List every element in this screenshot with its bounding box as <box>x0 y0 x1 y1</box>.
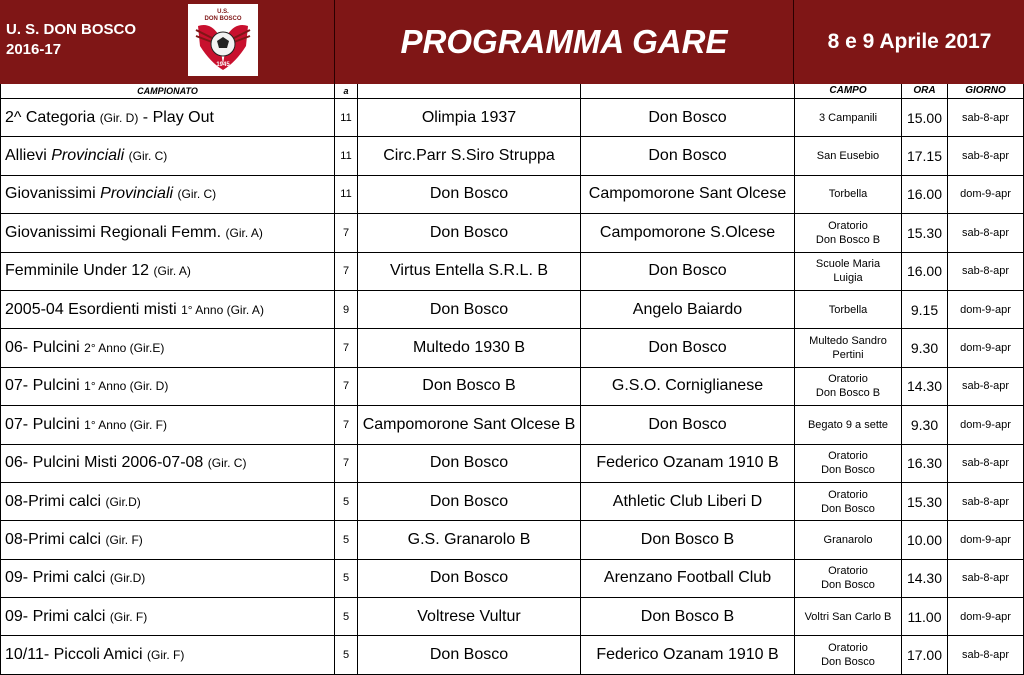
match-day: dom-9-apr <box>948 290 1024 328</box>
table-row <box>1 290 1024 328</box>
campo-line1: Oratorio <box>828 565 868 578</box>
campionato-cell <box>1 329 335 367</box>
table-row <box>1 521 1024 559</box>
campo-cell <box>795 598 902 636</box>
campionato-cell <box>1 482 335 520</box>
away-team: G.S.O. Corniglianese <box>581 367 795 405</box>
match-time: 15.00 <box>902 99 948 137</box>
match-day: sab-8-apr <box>948 99 1024 137</box>
home-team: Don Bosco B <box>358 367 581 405</box>
campo-cell <box>795 99 902 137</box>
players-count: 5 <box>335 598 358 636</box>
campo-cell <box>795 406 902 444</box>
club-logo-icon <box>188 4 258 76</box>
match-day: sab-8-apr <box>948 482 1024 520</box>
campo-line2: Don Bosco B <box>815 233 881 246</box>
campionato-girone: (Gir.D) <box>109 571 146 586</box>
home-team: Don Bosco <box>358 175 581 213</box>
campionato-name: Femminile Under 12 <box>5 262 150 280</box>
campo-cell <box>795 444 902 482</box>
match-day: sab-8-apr <box>948 137 1024 175</box>
campionato-girone: 2° Anno (Gir.E) <box>84 341 165 356</box>
players-count: 7 <box>335 214 358 252</box>
match-time: 16.00 <box>902 252 948 290</box>
campo-line2: Pertini <box>832 349 864 362</box>
players-count: 11 <box>335 137 358 175</box>
campionato-name: Allievi <box>5 147 52 165</box>
header-a: a <box>335 84 358 99</box>
campo-cell <box>795 482 902 520</box>
players-count: 11 <box>335 99 358 137</box>
campo-line2: Luigia <box>833 272 863 285</box>
away-team: Arenzano Football Club <box>581 559 795 597</box>
table-header-row <box>1 84 1024 99</box>
players-count: 5 <box>335 521 358 559</box>
match-time: 16.30 <box>902 444 948 482</box>
campo-line1: San Eusebio <box>816 150 880 163</box>
campionato-girone: 1° Anno (Gir. D) <box>84 379 169 394</box>
header-giorno: GIORNO <box>948 84 1024 99</box>
logo-text-name: DON BOSCO <box>204 16 242 22</box>
players-count: 7 <box>335 252 358 290</box>
club-logo <box>188 4 258 76</box>
header-campo: CAMPO <box>795 84 902 99</box>
campo-line2: Don Bosco <box>821 502 875 515</box>
players-count: 5 <box>335 482 358 520</box>
away-team: Don Bosco <box>581 252 795 290</box>
match-day: dom-9-apr <box>948 521 1024 559</box>
table-row <box>1 559 1024 597</box>
campionato-girone: (Gir. A) <box>225 225 263 240</box>
match-day: dom-9-apr <box>948 598 1024 636</box>
campionato-name: 07- Pulcini <box>5 415 80 433</box>
players-count: 7 <box>335 406 358 444</box>
campionato-girone: (Gir. C) <box>177 187 217 202</box>
away-team: Athletic Club Liberi D <box>581 482 795 520</box>
table-row <box>1 329 1024 367</box>
away-team: Don Bosco <box>581 329 795 367</box>
campionato-suffix: - Play Out <box>138 108 214 126</box>
table-row <box>1 636 1024 674</box>
campo-line2: Don Bosco B <box>815 387 881 400</box>
campo-line2: Don Bosco <box>821 464 875 477</box>
home-team: Circ.Parr S.Siro Struppa <box>358 137 581 175</box>
away-team: Don Bosco B <box>581 521 795 559</box>
campo-line1: Torbella <box>828 188 868 201</box>
campo-line1: Begato 9 a sette <box>807 418 889 431</box>
away-team: Don Bosco <box>581 406 795 444</box>
match-time: 15.30 <box>902 482 948 520</box>
club-season: 2016-17 <box>6 41 62 58</box>
match-time: 17.00 <box>902 636 948 674</box>
match-time: 17.15 <box>902 137 948 175</box>
campo-line1: Oratorio <box>828 373 868 386</box>
campionato-name: 06- Pulcini Misti 2006-07-08 <box>5 454 204 472</box>
away-team: Federico Ozanam 1910 B <box>581 444 795 482</box>
campionato-cell <box>1 214 335 252</box>
campionato-name: Giovanissimi <box>5 185 101 203</box>
match-day: sab-8-apr <box>948 214 1024 252</box>
campo-line1: Oratorio <box>828 488 868 501</box>
campionato-girone: 1° Anno (Gir. A) <box>181 302 264 317</box>
campo-cell <box>795 290 902 328</box>
players-count: 7 <box>335 367 358 405</box>
match-time: 9.30 <box>902 329 948 367</box>
campionato-cell <box>1 99 335 137</box>
campionato-cell <box>1 367 335 405</box>
page-title: PROGRAMMA GARE <box>334 0 794 84</box>
away-team: Don Bosco <box>581 99 795 137</box>
campionato-girone: (Gir. A) <box>153 264 191 279</box>
away-team: Federico Ozanam 1910 B <box>581 636 795 674</box>
home-team: Multedo 1930 B <box>358 329 581 367</box>
campo-cell <box>795 252 902 290</box>
campionato-girone: 1° Anno (Gir. F) <box>84 417 167 432</box>
away-team: Angelo Baiardo <box>581 290 795 328</box>
campionato-name: 09- Primi calci <box>5 569 106 587</box>
campionato-cell <box>1 636 335 674</box>
match-day: sab-8-apr <box>948 444 1024 482</box>
campionato-name: 06- Pulcini <box>5 339 80 357</box>
campionato-girone: (Gir. C) <box>128 149 168 164</box>
campionato-cell <box>1 521 335 559</box>
campo-cell <box>795 214 902 252</box>
campo-cell <box>795 521 902 559</box>
campionato-name: 09- Primi calci <box>5 607 106 625</box>
campo-line1: Oratorio <box>828 450 868 463</box>
schedule-table <box>0 84 1024 675</box>
home-team: Don Bosco <box>358 482 581 520</box>
campionato-cell <box>1 406 335 444</box>
campo-line1: Granarolo <box>823 533 873 546</box>
campionato-name: 2005-04 Esordienti misti <box>5 300 177 318</box>
campionato-name: 2^ Categoria <box>5 108 96 126</box>
home-team: Olimpia 1937 <box>358 99 581 137</box>
match-time: 11.00 <box>902 598 948 636</box>
table-row <box>1 99 1024 137</box>
campionato-cell <box>1 559 335 597</box>
campionato-cell <box>1 598 335 636</box>
away-team: Don Bosco B <box>581 598 795 636</box>
header-ora: ORA <box>902 84 948 99</box>
campionato-name: 08-Primi calci <box>5 492 102 510</box>
match-time: 14.30 <box>902 367 948 405</box>
match-time: 9.30 <box>902 406 948 444</box>
campo-cell <box>795 175 902 213</box>
event-date: 8 e 9 Aprile 2017 <box>827 30 992 53</box>
campo-cell <box>795 367 902 405</box>
home-team: G.S. Granarolo B <box>358 521 581 559</box>
table-row <box>1 252 1024 290</box>
campo-line1: Torbella <box>828 303 868 316</box>
campionato-girone: (Gir. F) <box>146 648 185 663</box>
away-team: Campomorone S.Olcese <box>581 214 795 252</box>
match-day: sab-8-apr <box>948 636 1024 674</box>
campionato-girone: (Gir. D) <box>99 110 139 125</box>
match-time: 16.00 <box>902 175 948 213</box>
campionato-name: 08-Primi calci <box>5 530 102 548</box>
campionato-cell <box>1 175 335 213</box>
campo-line1: Oratorio <box>828 219 868 232</box>
match-day: dom-9-apr <box>948 329 1024 367</box>
campo-line1: Multedo Sandro <box>809 335 887 348</box>
table-row <box>1 137 1024 175</box>
table-row <box>1 367 1024 405</box>
home-team: Don Bosco <box>358 214 581 252</box>
campo-cell <box>795 137 902 175</box>
home-team: Don Bosco <box>358 636 581 674</box>
campionato-girone: (Gir.D) <box>105 494 141 509</box>
home-team: Voltrese Vultur <box>358 598 581 636</box>
campionato-cell <box>1 137 335 175</box>
campionato-cell <box>1 290 335 328</box>
home-team: Don Bosco <box>358 559 581 597</box>
campionato-cell <box>1 444 335 482</box>
campionato-cell <box>1 252 335 290</box>
campo-line1: Oratorio <box>828 642 868 655</box>
campo-line1: Voltri San Carlo B <box>804 610 892 623</box>
campionato-girone: (Gir. F) <box>105 532 143 547</box>
campo-line2: Don Bosco <box>821 656 875 669</box>
campionato-name: Giovanissimi Regionali Femm. <box>5 223 222 241</box>
header-away <box>581 84 795 99</box>
campo-cell <box>795 559 902 597</box>
away-team: Campomorone Sant Olcese <box>581 175 795 213</box>
match-time: 15.30 <box>902 214 948 252</box>
header-home <box>358 84 581 99</box>
match-time: 14.30 <box>902 559 948 597</box>
campo-cell <box>795 329 902 367</box>
campionato-name: 07- Pulcini <box>5 377 80 395</box>
table-row <box>1 482 1024 520</box>
table-row <box>1 598 1024 636</box>
home-team: Don Bosco <box>358 444 581 482</box>
players-count: 7 <box>335 329 358 367</box>
match-day: dom-9-apr <box>948 406 1024 444</box>
match-day: sab-8-apr <box>948 367 1024 405</box>
match-day: dom-9-apr <box>948 175 1024 213</box>
home-team: Campomorone Sant Olcese B <box>358 406 581 444</box>
match-time: 9.15 <box>902 290 948 328</box>
table-row <box>1 444 1024 482</box>
players-count: 7 <box>335 444 358 482</box>
campo-line1: Scuole Maria <box>815 258 881 271</box>
header-campionato: CAMPIONATO <box>1 84 335 99</box>
table-row <box>1 175 1024 213</box>
players-count: 11 <box>335 175 358 213</box>
players-count: 5 <box>335 636 358 674</box>
players-count: 5 <box>335 559 358 597</box>
away-team: Don Bosco <box>581 137 795 175</box>
home-team: Virtus Entella S.R.L. B <box>358 252 581 290</box>
home-team: Don Bosco <box>358 290 581 328</box>
campionato-level: Provinciali <box>100 185 174 203</box>
logo-text-top: U.S. <box>217 9 229 15</box>
campo-cell <box>795 636 902 674</box>
match-day: sab-8-apr <box>948 252 1024 290</box>
players-count: 9 <box>335 290 358 328</box>
header-bar <box>0 0 1024 84</box>
campionato-name: 10/11- Piccoli Amici <box>5 646 143 664</box>
campionato-girone: (Gir. C) <box>207 456 247 471</box>
table-row <box>1 214 1024 252</box>
match-day: sab-8-apr <box>948 559 1024 597</box>
campionato-level: Provinciali <box>51 147 125 165</box>
match-time: 10.00 <box>902 521 948 559</box>
table-row <box>1 406 1024 444</box>
club-name <box>6 20 136 60</box>
campionato-girone: (Gir. F) <box>109 609 148 624</box>
campo-line2: Don Bosco <box>821 579 875 592</box>
campo-line1: 3 Campanili <box>818 111 878 124</box>
logo-year: 1945 <box>216 62 230 68</box>
club-name-line1: U. S. DON BOSCO <box>6 21 137 38</box>
